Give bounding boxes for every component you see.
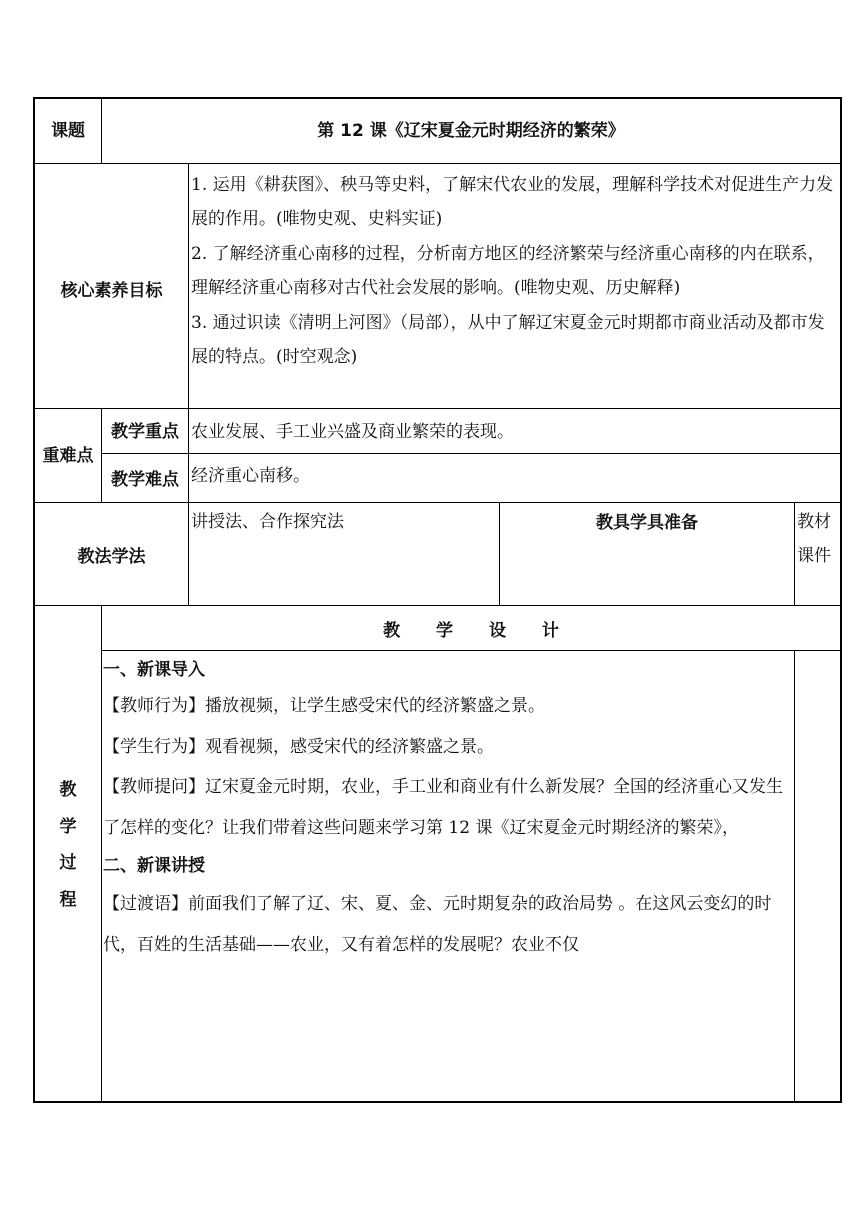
goals-label: 核心素养目标	[60, 281, 163, 301]
difficulty-label: 教学难点	[111, 470, 179, 490]
topic-label: 课题	[51, 121, 85, 141]
teacher-action: 【教师行为】播放视频，让学生感受宋代的经济繁盛之景。	[103, 696, 545, 716]
section-lecture-heading: 二、新课讲授	[103, 856, 205, 876]
focus-label: 教学重点	[111, 422, 179, 442]
design-title-text: 教 学 设 计	[383, 621, 559, 641]
process-content	[103, 654, 791, 965]
transition-text: 【过渡语】前面我们了解了辽、宋、夏、金、元时期复杂的政治局势 。在这风云变幻的时代，百姓的生活基础——农业，又有着怎样的发展呢？农业不仅	[103, 894, 772, 955]
process-label: 教学过程	[59, 780, 77, 910]
teacher-question: 【教师提问】辽宋夏金元时期，农业，手工业和商业有什么新发展？全国的经济重心又发生了怎样的变化？让我们带着这些问题来学习第 12 课《辽宋夏金元时期经济的繁荣》，	[103, 777, 783, 838]
tools-text: 教材课件	[797, 512, 831, 566]
tools-label: 教具学具准备	[596, 513, 698, 533]
section-intro-heading: 一、新课导入	[103, 660, 205, 680]
goal-item-2: 2. 了解经济重心南移的过程，分析南方地区的经济繁荣与经济重心南移的内在联系，理解经济重心南移对古代社会发展的影响。(唯物史观、历史解释)	[191, 243, 825, 299]
design-title	[102, 620, 840, 642]
goal-item-3: 3. 通过识读《清明上河图》（局部），从中了解辽宋夏金元时期都市商业活动及都市发展的特点。(时空观念)	[191, 312, 825, 368]
goals-content	[191, 168, 838, 374]
student-action: 【学生行为】观看视频，感受宋代的经济繁盛之景。	[103, 736, 494, 757]
key-points-label: 重难点	[42, 446, 94, 466]
difficulty-text: 经济重心南移。	[191, 466, 310, 486]
focus-text: 农业发展、手工业兴盛及商业繁荣的表现。	[191, 422, 514, 442]
methods-text: 讲授法、合作探究法	[191, 512, 344, 532]
lesson-title: 第 12 课《辽宋夏金元时期经济的繁荣》	[317, 121, 625, 141]
goal-item-1: 1. 运用《耕获图》、秧马等史料，了解宋代农业的发展，理解科学技术对促进生产力发展的作用。(唯物史观、史料实证)	[191, 175, 834, 230]
methods-label: 教法学法	[77, 547, 146, 567]
